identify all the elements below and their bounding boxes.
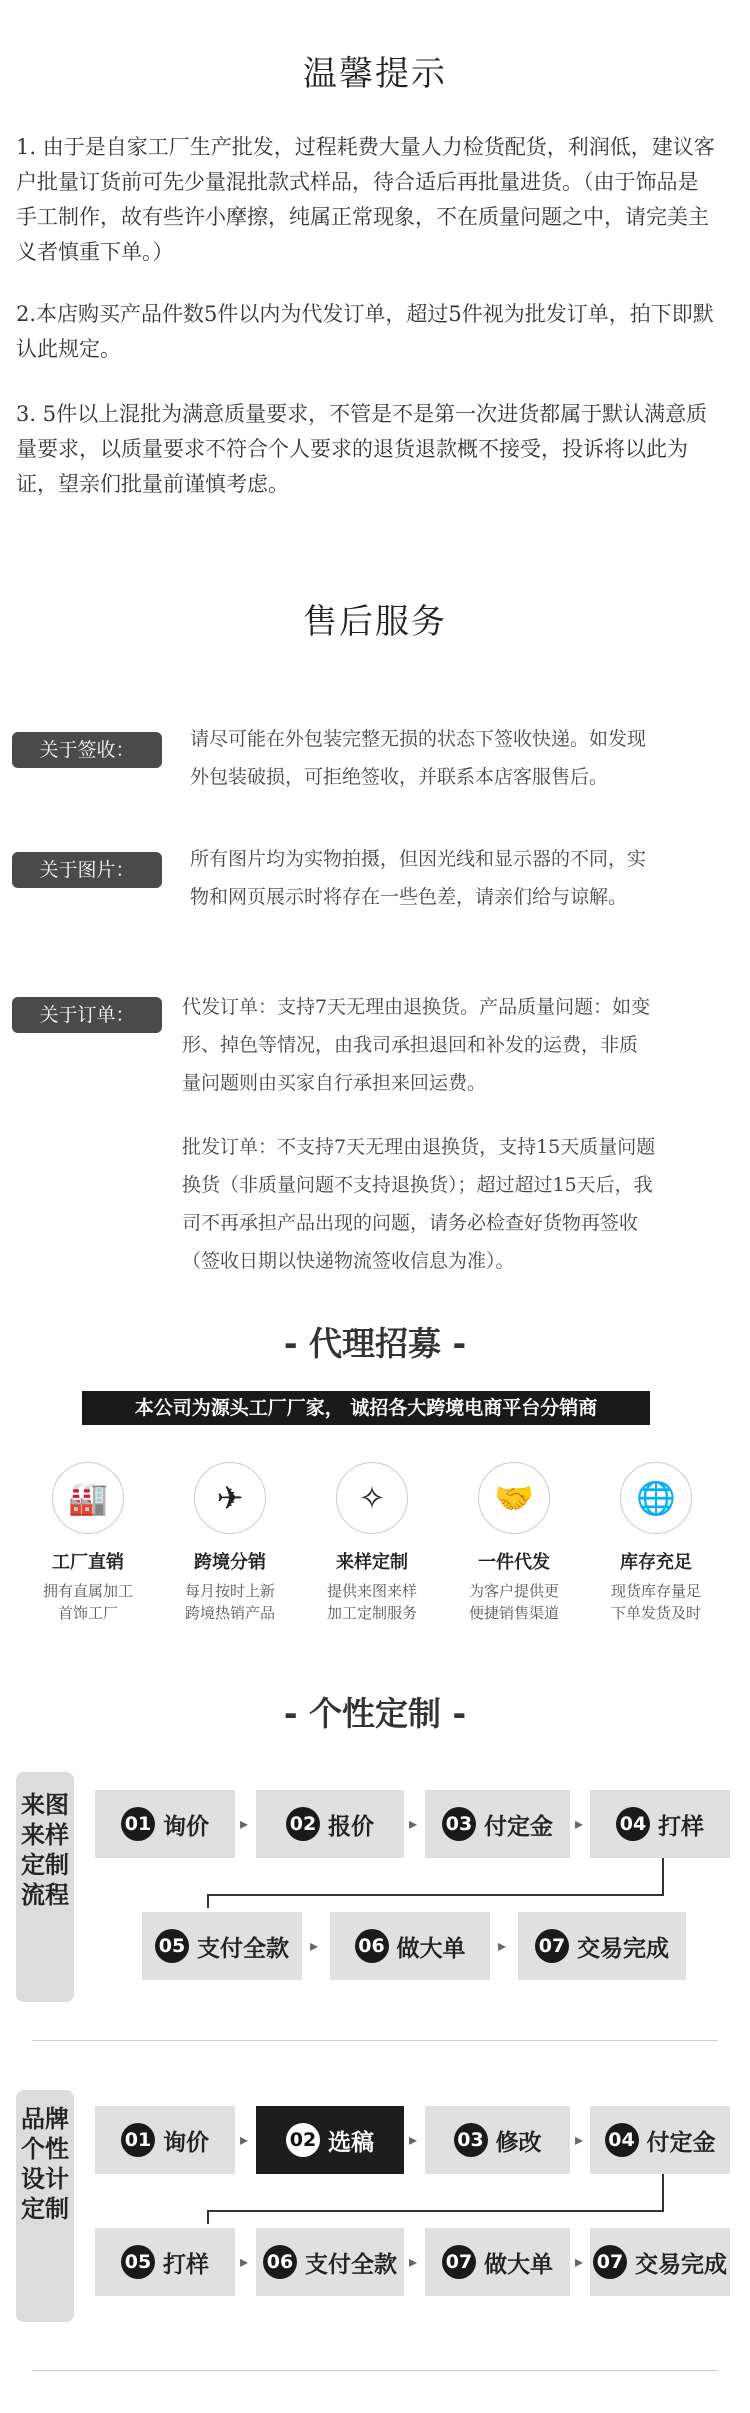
feature-custom: ✧ 来样定制 提供来图来样 加工定制服务 xyxy=(312,1462,432,1624)
arrow-icon: ▸ xyxy=(575,2252,584,2271)
feature-stock: 🌐 库存充足 现货库存量足 下单发货及时 xyxy=(596,1462,716,1624)
flow1-step-06: 06 做大单 xyxy=(330,1912,490,1980)
after-sales-title: 售后服务 xyxy=(303,602,447,642)
image-label: 关于图片： xyxy=(12,852,162,888)
arrow-icon: ▸ xyxy=(575,2130,584,2149)
notice-item-3: 3. 5件以上混批为满意质量要求，不管是不是第一次进货都属于默认满意质量要求，以质量要求不符合个人要求的退货退款概不接受，投诉将以此为证，望亲们批量前谨慎考虑。 xyxy=(16,402,708,496)
arrow-icon: ▸ xyxy=(310,1936,319,1955)
notice-item-2: 2.本店购买产品件数5件以内为代发订单，超过5件视为批发订单，拍下即默认此规定。 xyxy=(16,302,714,361)
sign-text: 请尽可能在外包装完整无损的状态下签收快递。如发现 外包装破损，可拒绝签收，并联系本店客服售后。 xyxy=(190,728,647,788)
flow2-step-06: 06 支付全款 xyxy=(256,2228,404,2296)
flow2-step-04: 04 付定金 xyxy=(590,2106,730,2174)
arrow-icon: ▸ xyxy=(240,1814,249,1833)
flow2-step-01: 01 询价 xyxy=(95,2106,235,2174)
flow2-connector xyxy=(207,2174,664,2212)
order-label: 关于订单： xyxy=(12,997,162,1033)
airplane-icon: ✈ xyxy=(194,1462,266,1534)
arrow-icon: ▸ xyxy=(409,1814,418,1833)
factory-icon: 🏭 xyxy=(52,1462,124,1534)
flow2-step-02: 02 选稿 xyxy=(256,2106,404,2174)
notice-item-1: 1. 由于是自家工厂生产批发，过程耗费大量人力检货配货，利润低，建议客户批量订货前可先少量混批款式样品，待合适后再批量进货。（由于饰品是手工制作，故有些许小摩擦，纯属正常现象，不在质量问题之中，请完美主义者慎重下单。） xyxy=(16,135,715,264)
handshake-icon: 🤝 xyxy=(478,1462,550,1534)
divider xyxy=(32,2040,718,2041)
flow1-connector xyxy=(207,1858,664,1896)
flow2-step-07: 07 做大单 xyxy=(425,2228,570,2296)
flow2-step-08: 07 交易完成 xyxy=(590,2228,730,2296)
order-dropship-text: 代发订单：支持7天无理由退换货。产品质量问题：如变 形、掉色等情况，由我司承担退回和补发的运费，非质 量问题则由买家自行承担来回运费。 xyxy=(182,996,651,1094)
flow1-step-03: 03 付定金 xyxy=(425,1790,570,1858)
arrow-icon: ▸ xyxy=(409,2252,418,2271)
agency-banner: 本公司为源头工厂厂家， 诚招各大跨境电商平台分销商 xyxy=(82,1391,650,1425)
flow2-step-05: 05 打样 xyxy=(95,2228,235,2296)
feature-factory: 🏭 工厂直销 拥有直属加工 首饰工厂 xyxy=(28,1462,148,1624)
order-wholesale-text: 批发订单：不支持7天无理由退换货，支持15天质量问题 换货（非质量问题不支持退换货）；超过超过15天后，我 司不再承担产品出现的问题，请务必检查好货物再签收 （签收日期以快递物流签收信息为准）。 xyxy=(182,1136,656,1272)
flow1-step-01: 01 询价 xyxy=(95,1790,235,1858)
image-text: 所有图片均为实物拍摄，但因光线和显示器的不同，实 物和网页展示时将存在一些色差，请亲们给与谅解。 xyxy=(190,848,647,908)
flow1-step-02: 02 报价 xyxy=(256,1790,404,1858)
arrow-icon: ▸ xyxy=(498,1936,507,1955)
divider xyxy=(32,2370,718,2371)
flow1-step-04: 04 打样 xyxy=(590,1790,730,1858)
arrow-icon: ▸ xyxy=(409,2130,418,2149)
flow1-label: 来图来样定制流程 xyxy=(16,1772,74,2002)
globe-icon: 🌐 xyxy=(620,1462,692,1534)
flow2-connector-down xyxy=(207,2210,209,2224)
flow2-step-03: 03 修改 xyxy=(425,2106,570,2174)
feature-dropship: 🤝 一件代发 为客户提供更 便捷销售渠道 xyxy=(454,1462,574,1624)
arrow-icon: ▸ xyxy=(240,2252,249,2271)
arrow-icon: ▸ xyxy=(575,1814,584,1833)
custom-title: - 个性定制 - xyxy=(283,1694,467,1733)
flow1-connector-down xyxy=(207,1894,209,1908)
notice-title: 温馨提示 xyxy=(303,54,447,94)
flow1-step-07: 07 交易完成 xyxy=(518,1912,686,1980)
wand-icon: ✧ xyxy=(336,1462,408,1534)
sign-label: 关于签收： xyxy=(12,732,162,768)
arrow-icon: ▸ xyxy=(240,2130,249,2149)
flow2-label: 品牌个性设计定制 xyxy=(16,2090,74,2322)
flow1-step-05: 05 支付全款 xyxy=(142,1912,302,1980)
feature-cross-border: ✈ 跨境分销 每月按时上新 跨境热销产品 xyxy=(170,1462,290,1624)
agency-title: - 代理招募 - xyxy=(283,1324,467,1363)
